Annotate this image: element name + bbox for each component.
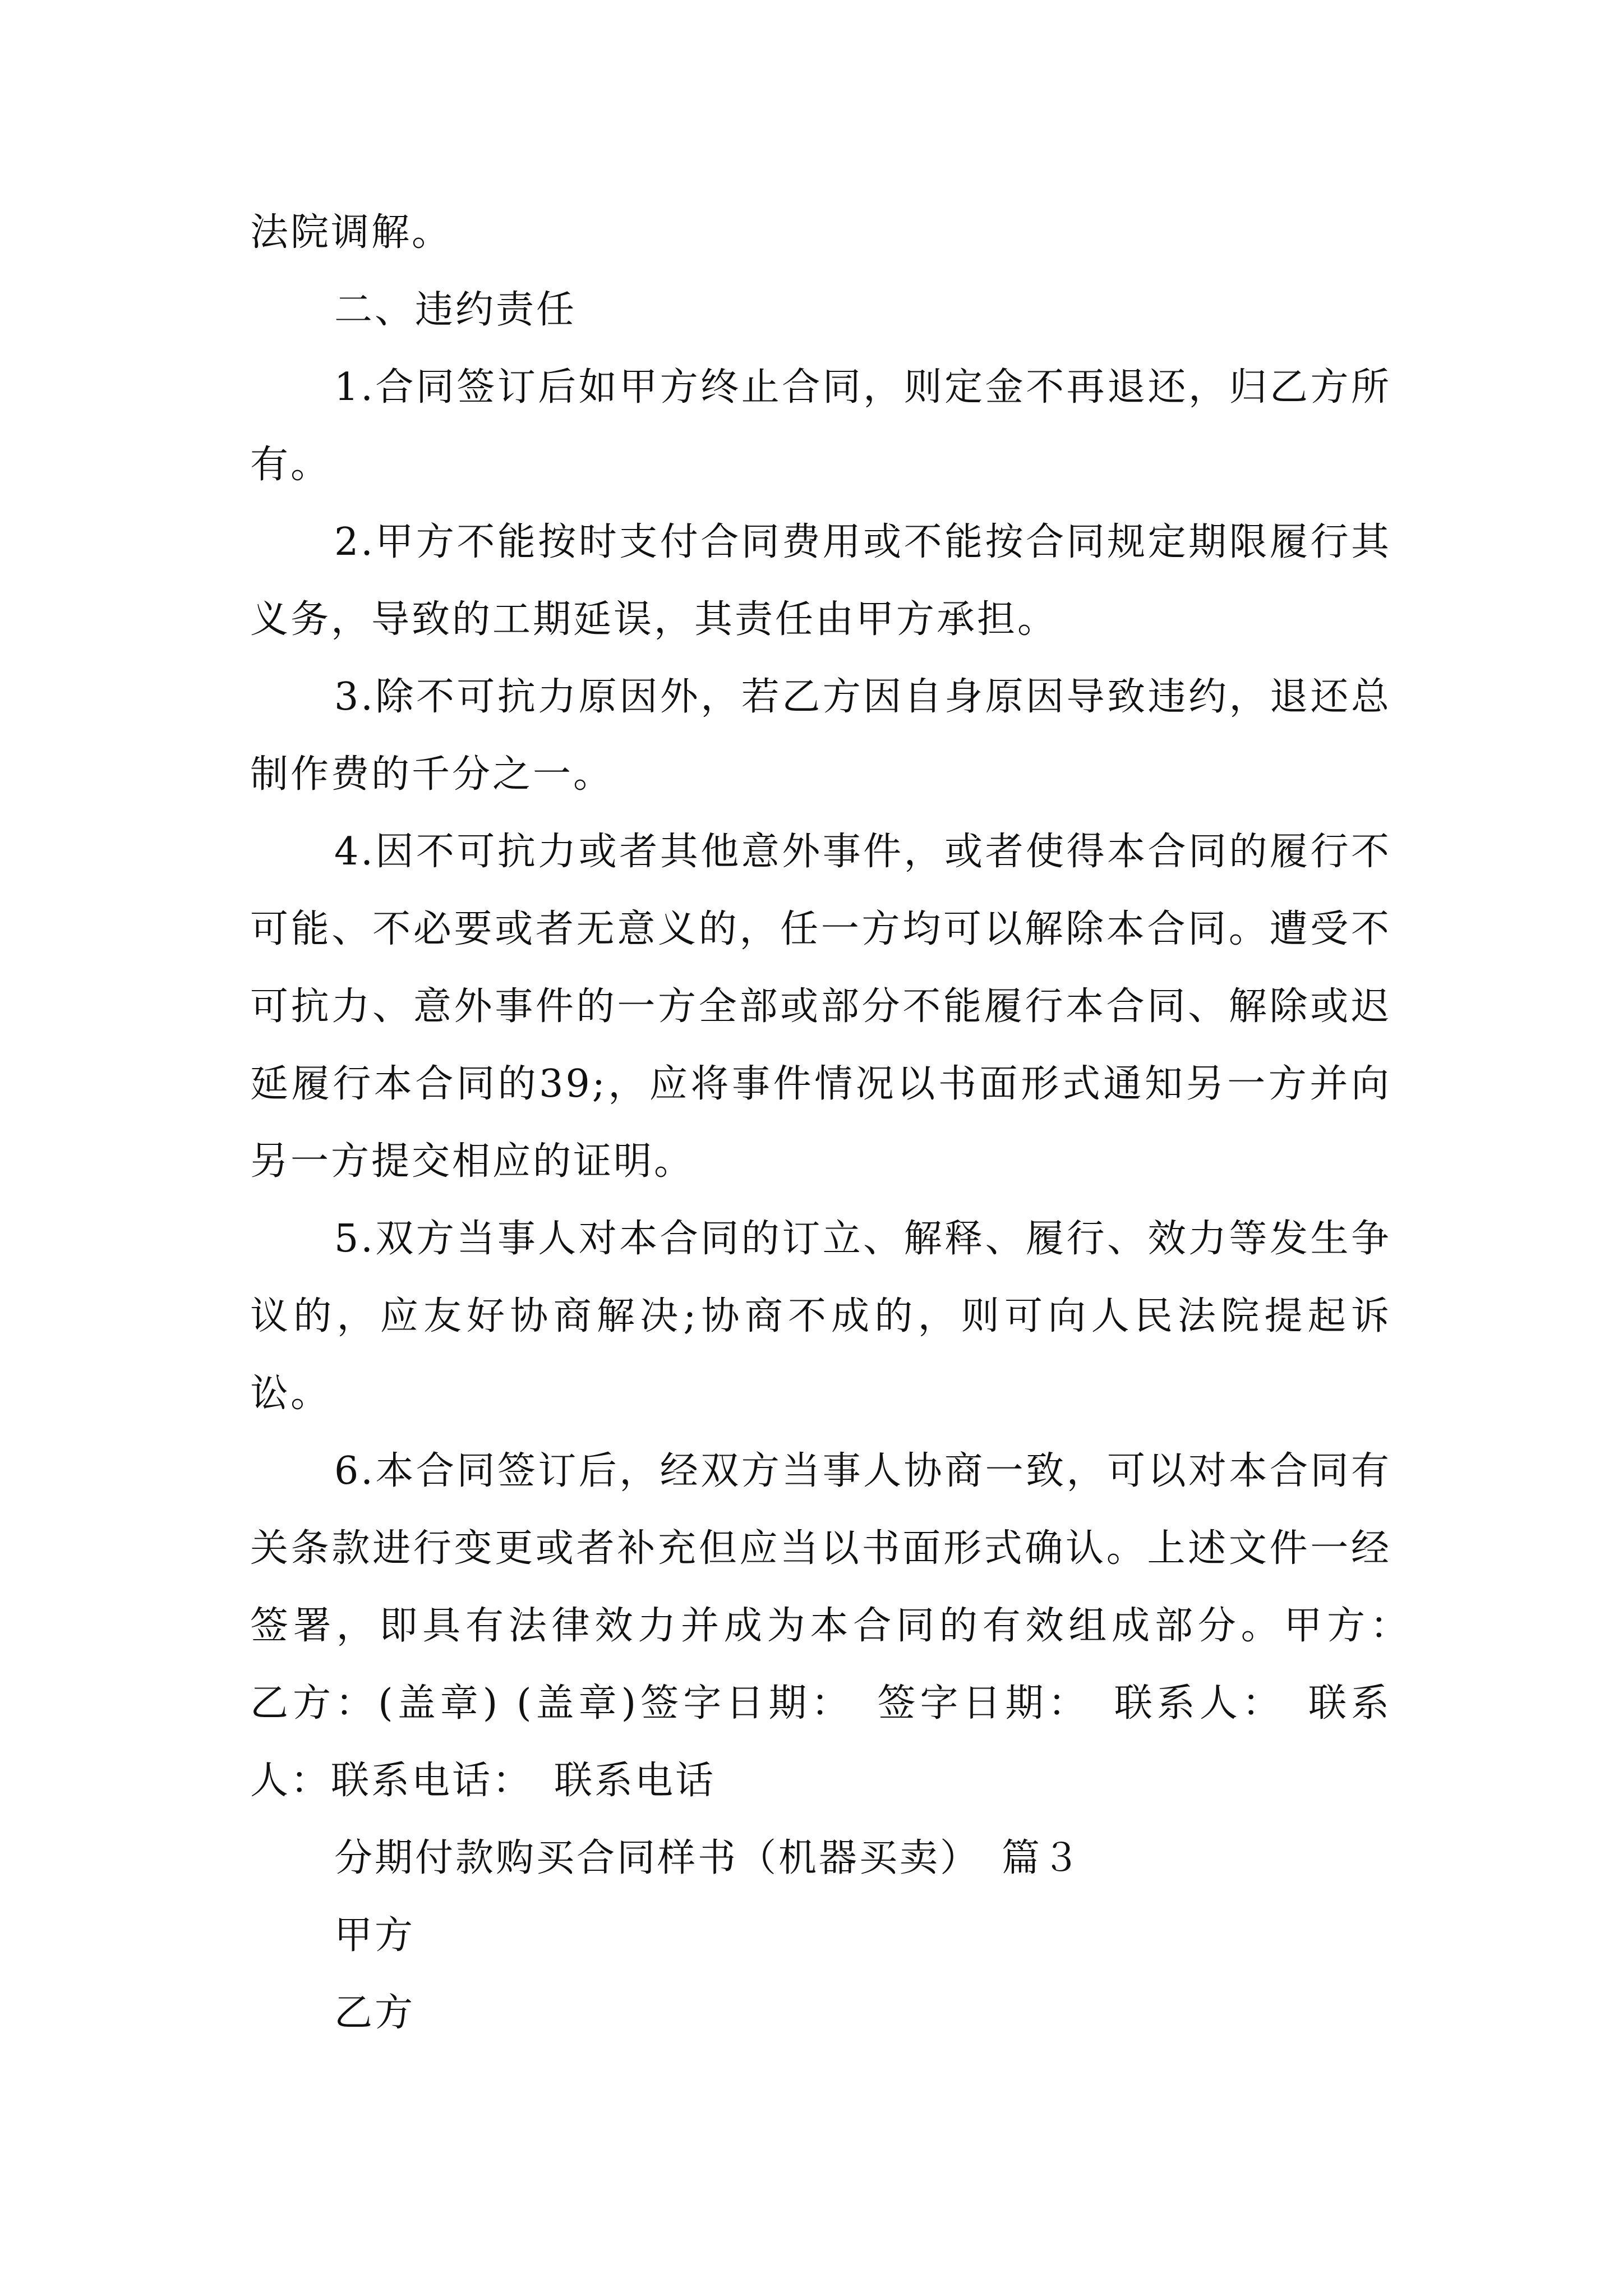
clause-1: 1.合同签订后如甲方终止合同，则定金不再退还，归乙方所有。	[250, 365, 1391, 487]
party-b-label: 乙方	[334, 1991, 416, 2035]
clause-4: 4.因不可抗力或者其他意外事件，或者使得本合同的履行不可能、不必要或者无意义的，任一方均可以解除本合同。遭受不可抗力、意外事件的一方全部或部分不能履行本合同、解除或迟延履行本合同的39;，应将事件情况以书面形式通知另一方并向另一方提交相应的证明。	[250, 830, 1391, 1184]
party-a-label: 甲方	[334, 1913, 416, 1958]
section-title: 分期付款购买合同样书（机器买卖） 篇３	[334, 1836, 1083, 1880]
heading-breach-liability: 二、违约责任	[334, 288, 577, 332]
document-body	[250, 194, 1432, 2052]
paragraph-court-mediation: 法院调解。	[250, 210, 453, 255]
clause-2: 2.甲方不能按时支付合同费用或不能按合同规定期限履行其义务，导致的工期延误，其责任由甲方承担。	[250, 520, 1391, 642]
clause-5: 5.双方当事人对本合同的订立、解释、履行、效力等发生争议的，应友好协商解决;协商不成的，则可向人民法院提起诉讼。	[250, 1217, 1391, 1416]
clause-3: 3.除不可抗力原因外，若乙方因自身原因导致违约，退还总制作费的千分之一。	[250, 675, 1391, 797]
clause-6-signatures: 6.本合同签订后，经双方当事人协商一致，可以对本合同有关条款进行变更或者补充但应当以书面形式确认。上述文件一经签署，即具有法律效力并成为本合同的有效组成部分。甲方： 乙方：(盖章) (盖章)签字日期： 签字日期： 联系人： 联系人：联系电话： 联系电话	[250, 1449, 1432, 1803]
